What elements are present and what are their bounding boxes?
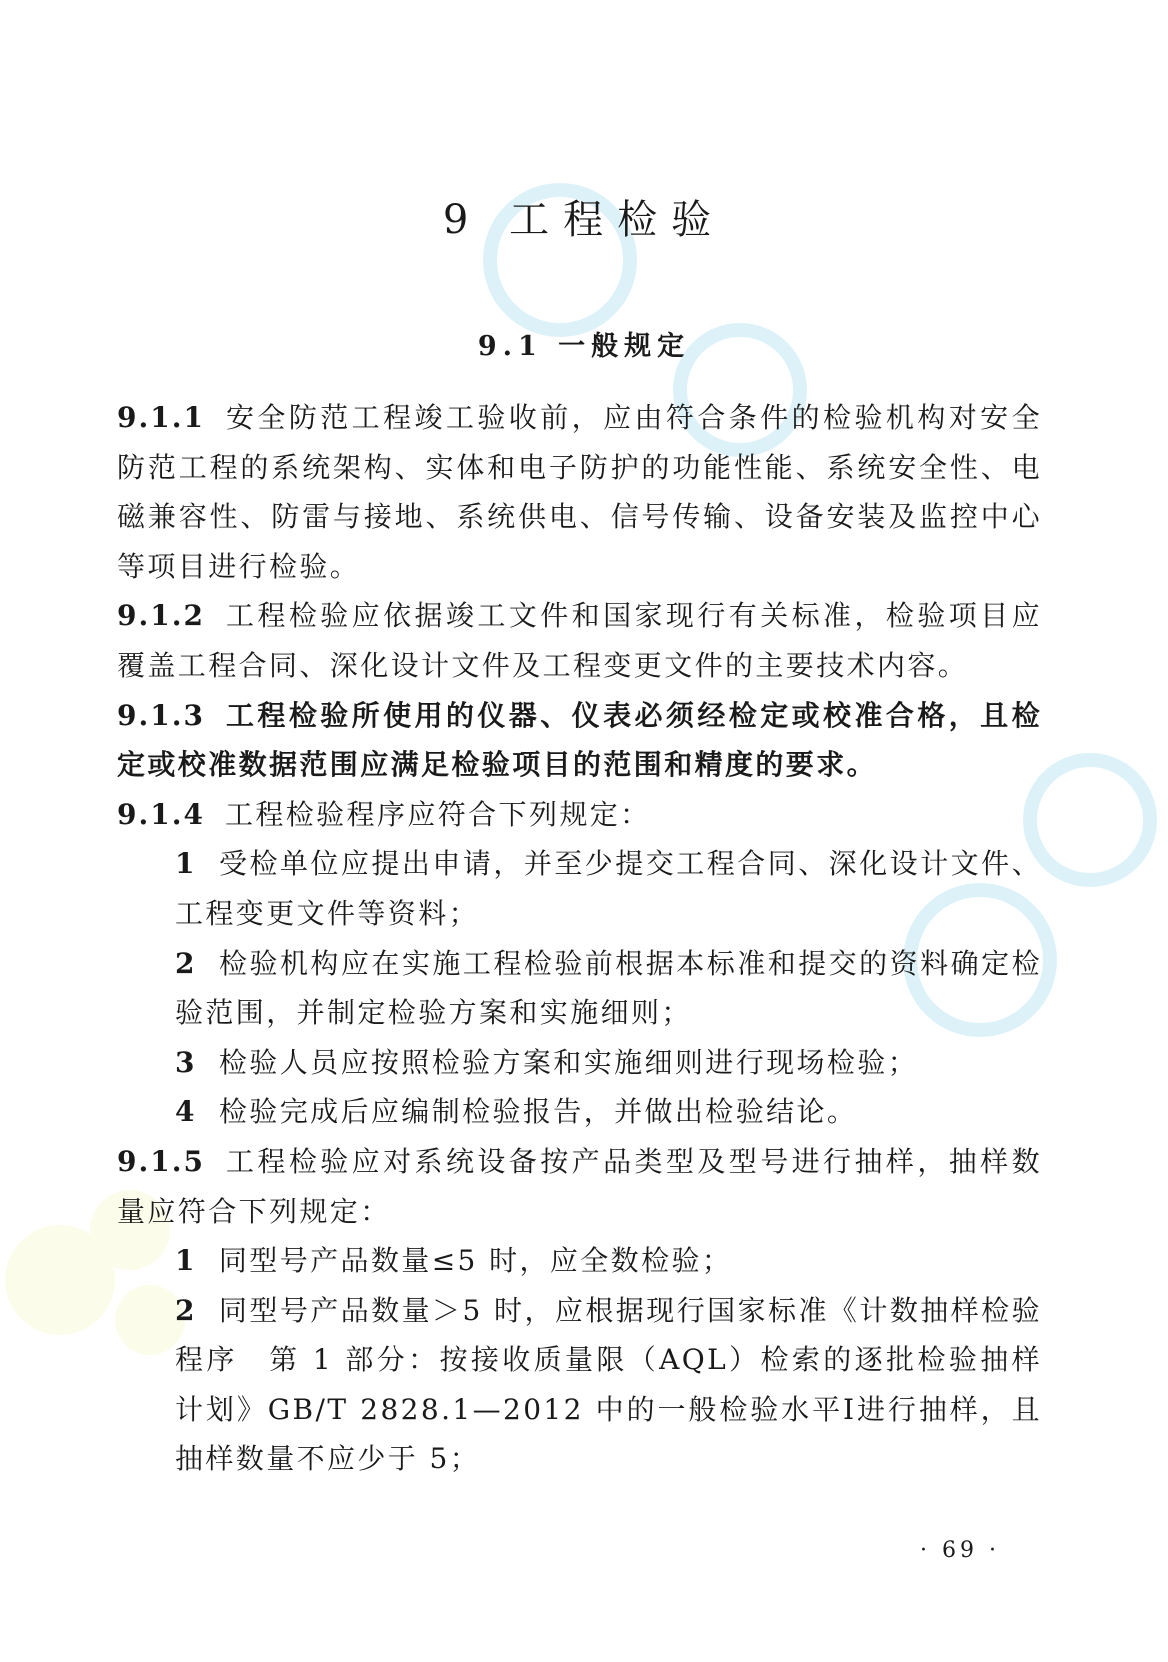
item-number: 1 — [175, 1244, 197, 1278]
item-number: 4 — [175, 1095, 197, 1129]
list-item — [117, 1286, 1042, 1484]
item-number: 2 — [175, 1293, 197, 1327]
clause-text: 工程检验所使用的仪器、仪表必须经检定或校准合格，且检定或校准数据范围应满足检验项目的范围和精度的要求。 — [117, 698, 1042, 782]
clause-9-1-2 — [117, 591, 1042, 690]
clause-text: 工程检验应对系统设备按产品类型及型号进行抽样，抽样数量应符合下列规定： — [117, 1144, 1042, 1228]
document-body — [117, 393, 1042, 1484]
clause-9-1-3 — [117, 691, 1042, 790]
item-number: 2 — [175, 946, 197, 980]
item-text: 同型号产品数量≤5 时，应全数检验； — [218, 1244, 733, 1278]
item-text: 同型号产品数量＞5 时，应根据现行国家标准《计数抽样检验程序 第 1 部分：按接收质量限（AQL）检索的逐批检验抽样计划》GB/T 2828.1—2012 中的一般检验水平Ⅰ进行抽样，且抽样数量不应少于 5； — [175, 1293, 1042, 1476]
item-text: 受检单位应提出申请，并至少提交工程合同、深化设计文件、工程变更文件等资料； — [175, 847, 1042, 930]
clause-number: 9.1.3 — [117, 698, 205, 732]
item-number: 3 — [175, 1045, 197, 1079]
clause-number: 9.1.5 — [117, 1144, 205, 1178]
item-text: 检验机构应在实施工程检验前根据本标准和提交的资料确定检验范围，并制定检验方案和实施细则； — [175, 946, 1042, 1030]
clause-text: 安全防范工程竣工验收前，应由符合条件的检验机构对安全防范工程的系统架构、实体和电子防护的功能性能、系统安全性、电磁兼容性、防雷与接地、系统供电、信号传输、设备安装及监控中心等项目进行检验。 — [117, 401, 1042, 583]
clause-number: 9.1.2 — [117, 599, 205, 633]
list-item — [117, 1236, 1042, 1286]
list-item — [117, 939, 1042, 1038]
clause-number: 9.1.1 — [117, 401, 205, 434]
clause-9-1-5 — [117, 1137, 1042, 1236]
chapter-title: 9 工程检验 — [442, 197, 726, 243]
clause-text: 工程检验应依据竣工文件和国家现行有关标准，检验项目应覆盖工程合同、深化设计文件及工程变更文件的主要技术内容。 — [117, 599, 1042, 682]
page-number: · 69 · — [920, 1538, 1000, 1563]
section-title: 9.1 一般规定 — [477, 331, 691, 362]
list-item — [117, 1087, 1042, 1137]
clause-9-1-1 — [117, 393, 1042, 591]
clause-9-1-4 — [117, 790, 1042, 840]
clause-text: 工程检验程序应符合下列规定： — [224, 797, 651, 831]
item-text: 检验完成后应编制检验报告，并做出检验结论。 — [218, 1095, 858, 1129]
list-item — [117, 1038, 1042, 1088]
item-number: 1 — [175, 847, 197, 881]
item-text: 检验人员应按照检验方案和实施细则进行现场检验； — [218, 1045, 919, 1079]
clause-number: 9.1.4 — [117, 797, 205, 831]
list-item — [117, 839, 1042, 938]
